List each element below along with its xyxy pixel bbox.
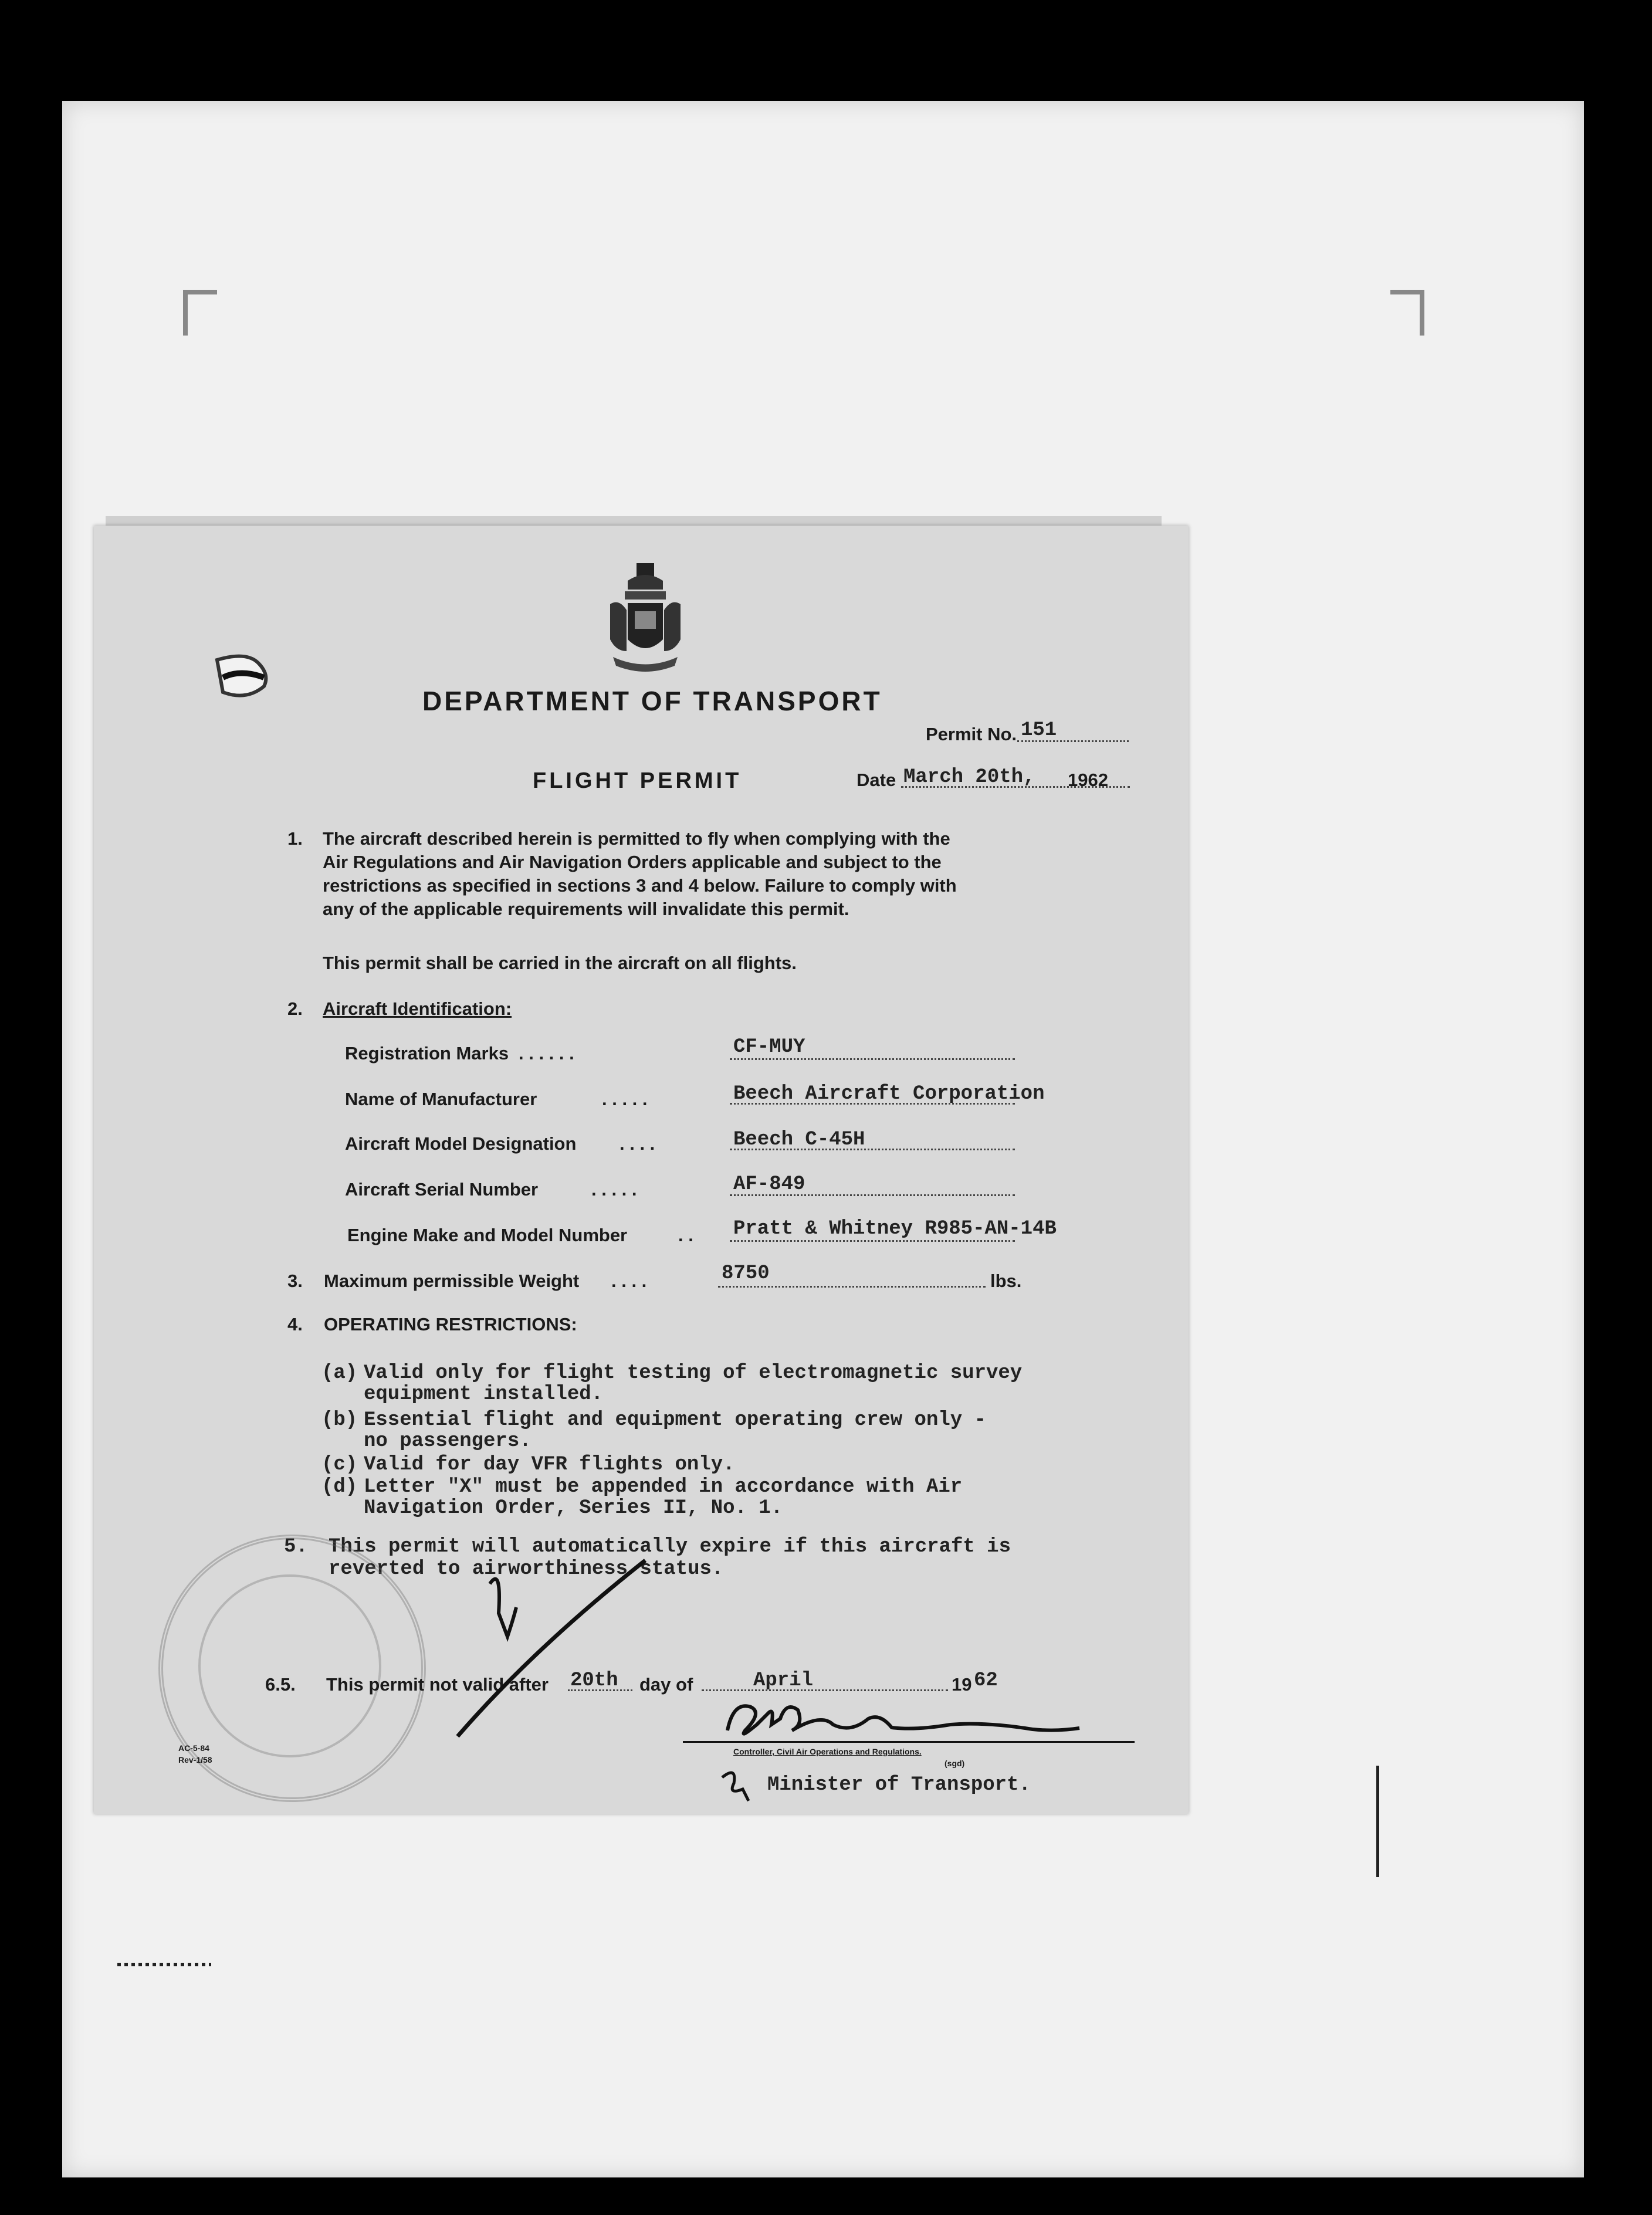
- date-label: Date: [857, 770, 896, 790]
- permit-title: FLIGHT PERMIT: [533, 768, 742, 793]
- day-of-label: day of: [639, 1674, 693, 1695]
- permit-no-value: 151: [1021, 719, 1057, 741]
- id-label-serial: Aircraft Serial Number: [345, 1179, 539, 1200]
- id-label-model: Aircraft Model Designation: [345, 1133, 577, 1154]
- valid-day: 20th: [570, 1669, 618, 1692]
- signatory-title: Minister of Transport.: [767, 1774, 1031, 1796]
- restriction-key: (c): [321, 1454, 358, 1476]
- scan-artifact-line: [1376, 1766, 1379, 1877]
- date-year: 1962: [1068, 770, 1108, 790]
- section-1-line-3: restrictions as specified in sections 3 and 4 below. Failure to comply with: [323, 875, 957, 896]
- restriction-key: (a): [321, 1362, 358, 1384]
- handwritten-signature: [716, 1689, 1091, 1748]
- restriction-text: Valid only for flight testing of electromagnetic survey: [364, 1362, 1023, 1384]
- section-5-line-1: This permit will automatically expire if this aircraft is: [329, 1536, 1011, 1558]
- section-3-dots: . . . .: [611, 1271, 647, 1291]
- restriction-text: Valid for day VFR flights only.: [364, 1454, 735, 1476]
- valid-month: April: [753, 1669, 814, 1692]
- form-code: AC-5-84: [178, 1743, 209, 1753]
- section-4-title: OPERATING RESTRICTIONS:: [324, 1314, 577, 1335]
- date-value: March 20th,: [903, 766, 1035, 788]
- id-dots-model: . . . .: [620, 1133, 655, 1154]
- weight-line: [718, 1286, 986, 1288]
- restriction-text: equipment installed.: [364, 1383, 604, 1405]
- crop-mark-top-left: [183, 290, 217, 336]
- section-5-number: 5.: [284, 1536, 308, 1558]
- id-value-serial: AF-849: [733, 1173, 805, 1195]
- restriction-text: Navigation Order, Series II, No. 1.: [364, 1497, 783, 1519]
- valid-year-prefix: 19: [952, 1674, 972, 1695]
- restriction-text: Essential flight and equipment operating crew only -: [364, 1409, 986, 1431]
- id-value-engine: Pratt & Whitney R985-AN-14B: [733, 1218, 1057, 1240]
- id-dots-engine: . .: [678, 1225, 693, 1245]
- restriction-key: (b): [321, 1409, 358, 1431]
- id-dots-manufacturer: . . . . .: [602, 1089, 648, 1109]
- paper-tab: [211, 651, 282, 704]
- id-dots-serial: . . . . .: [591, 1179, 637, 1200]
- department-title: DEPARTMENT OF TRANSPORT: [422, 686, 882, 716]
- id-value-registration: CF-MUY: [733, 1036, 805, 1058]
- id-dots-registration: . . . . . .: [519, 1043, 574, 1064]
- id-label-registration: Registration Marks: [345, 1043, 509, 1064]
- section-6-text: This permit not valid after: [326, 1674, 549, 1695]
- restriction-text: Letter "X" must be appended in accordance with Air: [364, 1476, 963, 1498]
- section-2-number: 2.: [287, 998, 303, 1019]
- section-1-line-4: any of the applicable requirements will invalidate this permit.: [323, 899, 849, 919]
- handwritten-initials: [719, 1766, 766, 1807]
- signatory-small-title: Controller, Civil Air Operations and Regulations.: [733, 1747, 922, 1756]
- id-label-engine: Engine Make and Model Number: [347, 1225, 628, 1245]
- section-2-title: Aircraft Identification:: [323, 998, 512, 1019]
- coat-of-arms-icon: [604, 563, 686, 675]
- id-line-engine: [730, 1240, 1015, 1242]
- signatory-for: (sgd): [945, 1759, 965, 1768]
- section-3-label: Maximum permissible Weight: [324, 1271, 580, 1291]
- section-6-number: 6.5.: [265, 1674, 296, 1695]
- section-5-line-2: reverted to airworthiness status.: [329, 1558, 724, 1580]
- id-value-manufacturer: Beech Aircraft Corporation: [733, 1083, 1045, 1105]
- weight-value: 8750: [722, 1262, 770, 1285]
- section-3-number: 3.: [287, 1271, 303, 1291]
- carry-note: This permit shall be carried in the aircraft on all flights.: [323, 953, 797, 973]
- id-line-registration: [730, 1058, 1015, 1060]
- section-4-number: 4.: [287, 1314, 303, 1335]
- weight-unit: lbs.: [990, 1271, 1022, 1291]
- permit-no-label: Permit No.: [926, 724, 1017, 744]
- section-1-number: 1.: [287, 828, 303, 849]
- section-1-line-1: The aircraft described herein is permitted to fly when complying with the: [323, 828, 950, 849]
- restriction-text: no passengers.: [364, 1430, 532, 1452]
- cancellation-stroke: [446, 1549, 657, 1742]
- scan-artifact-dots: [117, 1963, 211, 1966]
- valid-year-suffix: 62: [974, 1669, 998, 1692]
- restriction-key: (d): [321, 1476, 358, 1498]
- id-label-manufacturer: Name of Manufacturer: [345, 1089, 537, 1109]
- crop-mark-top-right: [1390, 290, 1424, 336]
- form-revision: Rev-1/58: [178, 1755, 212, 1764]
- id-value-model: Beech C-45H: [733, 1129, 865, 1151]
- section-1-line-2: Air Regulations and Air Navigation Orders applicable and subject to the: [323, 852, 942, 872]
